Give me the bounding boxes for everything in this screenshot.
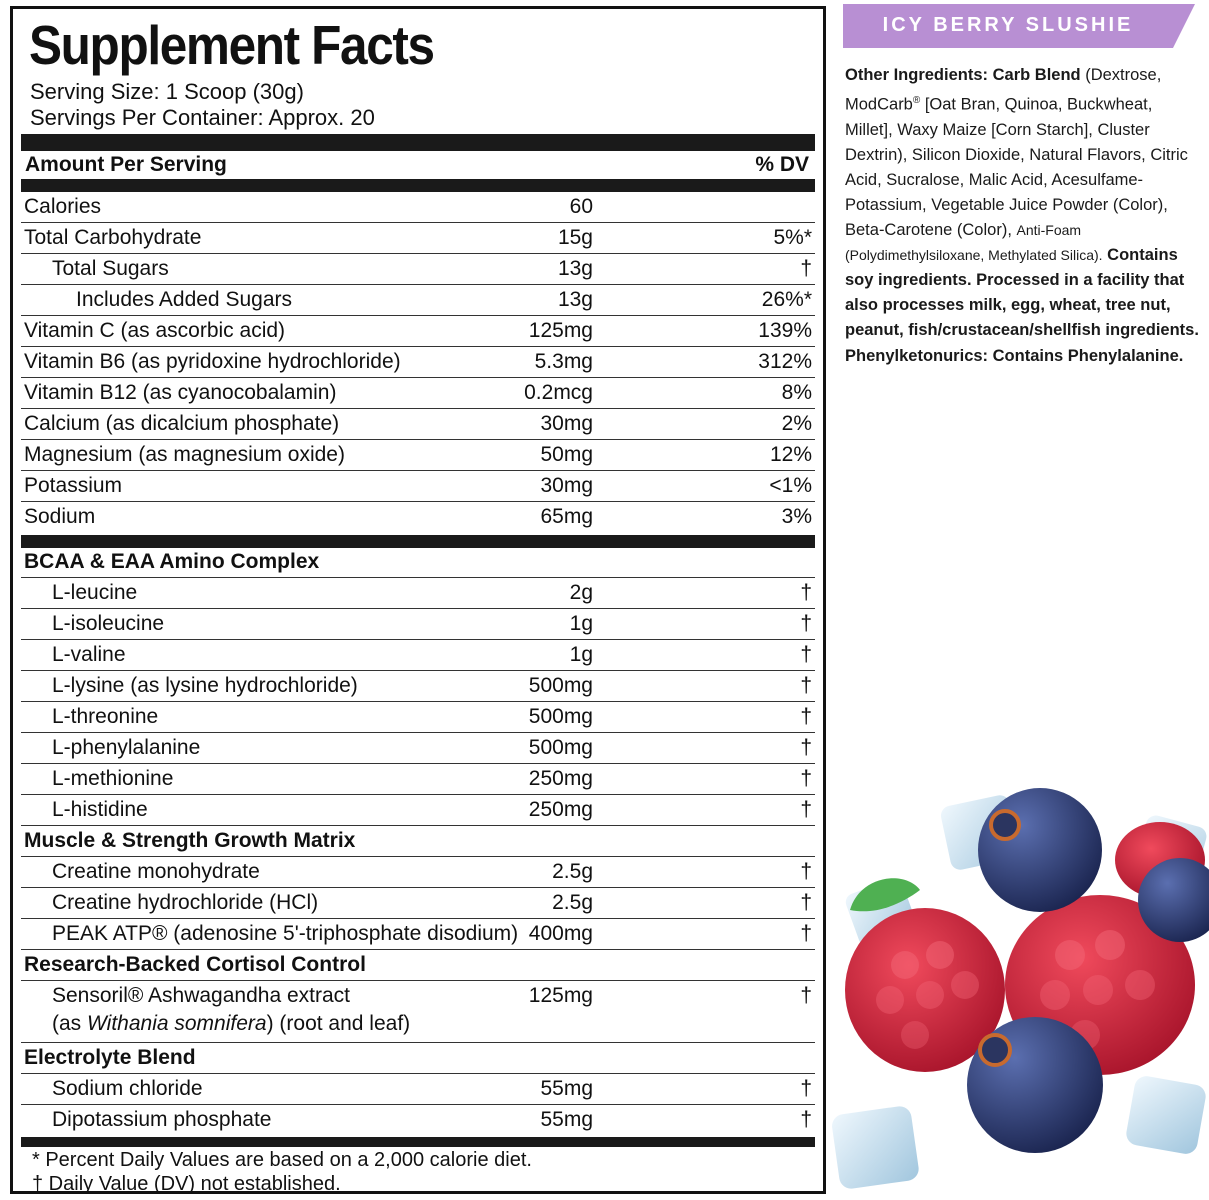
berry-ice-illustration	[830, 780, 1209, 1194]
nutrient-dv: 12%	[769, 443, 812, 466]
nutrient-amount: 15g	[557, 226, 593, 249]
ingredient-row	[21, 1105, 815, 1136]
nutrient-dv: 139%	[758, 319, 812, 342]
blueberry	[967, 1017, 1103, 1153]
ingredient-amount: 500mg	[528, 674, 593, 697]
ingredient-row	[21, 919, 815, 950]
ingredient-row	[21, 640, 815, 671]
section-heading	[21, 950, 815, 981]
nutrient-amount: 50mg	[540, 443, 593, 466]
ingredient-dv: †	[800, 736, 812, 759]
ingredient-dv: †	[800, 705, 812, 728]
thick-divider	[21, 1137, 815, 1147]
source-prefix: (as	[52, 1012, 88, 1035]
amino-section-title: BCAA & EAA Amino Complex	[24, 550, 320, 573]
ingredient-dv: †	[800, 612, 812, 635]
ingredient-row	[21, 609, 815, 640]
ingredient-name: PEAK ATP® (adenosine 5'-triphosphate disodium)	[52, 922, 519, 945]
nutrient-name: Vitamin B12 (as cyanocobalamin)	[24, 381, 337, 404]
nutrient-name: Total Sugars	[52, 257, 169, 280]
registered-mark: ®	[912, 95, 921, 107]
nutrient-dv: 26%*	[761, 288, 812, 311]
nutrient-name: Vitamin B6 (as pyridoxine hydrochloride)	[24, 350, 401, 373]
nutrient-row	[21, 254, 815, 285]
ingredient-name: Sensoril® Ashwagandha extract	[52, 984, 350, 1007]
ice-cube	[831, 1105, 921, 1190]
amount-header-row	[25, 153, 809, 177]
ingredient-name: L-threonine	[52, 705, 159, 728]
nutrient-dv: 312%	[758, 350, 812, 373]
nutrient-name: Magnesium (as magnesium oxide)	[24, 443, 345, 466]
ingredient-row	[21, 795, 815, 826]
ingredient-dv: †	[800, 674, 812, 697]
ingredient-amount: 500mg	[528, 736, 593, 759]
nutrient-dv: 8%	[781, 381, 812, 404]
ice-cube	[1124, 1074, 1207, 1155]
nutrient-name: Potassium	[24, 474, 123, 497]
nutrient-name: Includes Added Sugars	[76, 288, 292, 311]
ingredient-dv: †	[800, 1108, 812, 1131]
ingredient-row	[21, 733, 815, 764]
ingredient-name: Dipotassium phosphate	[52, 1108, 272, 1131]
ingredient-source	[52, 1012, 410, 1036]
nutrient-dv: 3%	[781, 505, 812, 528]
nutrient-dv: †	[800, 257, 812, 280]
nutrient-dv: 5%*	[773, 226, 812, 249]
other-ingredients-text	[845, 63, 1200, 369]
other-ingredients-part1: (Dextrose, ModCarb	[845, 66, 1162, 114]
ingredient-amount: 2.5g	[552, 891, 593, 914]
ingredient-name: L-methionine	[52, 767, 174, 790]
dv-header-label: % DV	[755, 153, 809, 176]
nutrient-amount: 65mg	[540, 505, 593, 528]
other-ingredients-part2: [Oat Bran, Quinoa, Buckwheat, Millet], Waxy Maize [Corn Starch], Cluster Dextrin), Silicon Dioxide, Natural Flavors, Citric Acid, Sucralose, Malic Acid, Acesulfame-Potassium, Vegetable Juice Powder (Color), Beta-Carotene (Color),	[845, 95, 1188, 240]
footnote-percent-dv: * Percent Daily Values are based on a 2,000 calorie diet.	[32, 1149, 532, 1171]
nutrient-dv: <1%	[769, 474, 812, 497]
ingredient-amount: 125mg	[528, 984, 593, 1007]
flavor-banner	[843, 4, 1195, 48]
serving-size: Serving Size: 1 Scoop (30g)	[30, 79, 304, 104]
amount-per-serving-label: Amount Per Serving	[25, 153, 227, 176]
nutrient-amount: 30mg	[540, 412, 593, 435]
nutrient-amount: 13g	[557, 288, 593, 311]
nutrient-row	[21, 440, 815, 471]
other-ingredients-label: Other Ingredients: Carb Blend	[845, 66, 1081, 84]
ingredient-amount: 250mg	[528, 798, 593, 821]
ingredient-row	[21, 1074, 815, 1105]
nutrient-name: Calories	[24, 195, 102, 218]
ingredient-dv: †	[800, 922, 812, 945]
electrolyte-section-title: Electrolyte Blend	[24, 1046, 196, 1069]
nutrient-amount: 0.2mcg	[524, 381, 593, 404]
nutrient-name: Calcium (as dicalcium phosphate)	[24, 412, 340, 435]
allergen-statement: Contains soy ingredients. Processed in a facility that also processes milk, egg, wheat, tree nut, peanut, fish/crustacean/shellfish ingredients. Phenylketonurics: Contains Phenylalanine.	[845, 246, 1199, 365]
ingredient-name: Creatine monohydrate	[52, 860, 260, 883]
ingredient-name: L-histidine	[52, 798, 148, 821]
ingredient-name: L-leucine	[52, 581, 138, 604]
cortisol-section-title: Research-Backed Cortisol Control	[24, 953, 366, 976]
nutrient-amount: 5.3mg	[534, 350, 593, 373]
ingredient-amount: 2g	[569, 581, 593, 604]
section-heading	[21, 547, 815, 578]
ingredient-amount: 500mg	[528, 705, 593, 728]
flavor-name: ICY BERRY SLUSHIE	[882, 14, 1134, 36]
ingredient-name: L-phenylalanine	[52, 736, 201, 759]
muscle-section-title: Muscle & Strength Growth Matrix	[24, 829, 356, 852]
thick-divider	[21, 179, 815, 192]
nutrient-row	[21, 223, 815, 254]
ingredient-name: Sodium chloride	[52, 1077, 203, 1100]
ingredient-dv: †	[800, 1077, 812, 1100]
ingredient-dv: †	[800, 643, 812, 666]
nutrient-row	[21, 192, 815, 223]
ingredient-amount: 55mg	[540, 1108, 593, 1131]
ingredient-name: L-isoleucine	[52, 612, 165, 635]
nutrient-dv: 2%	[781, 412, 812, 435]
ingredient-dv: †	[800, 581, 812, 604]
botanical-name: Withania somnifera	[87, 1012, 267, 1035]
ingredient-dv: †	[800, 984, 812, 1007]
section-heading	[21, 826, 815, 857]
ingredient-dv: †	[800, 891, 812, 914]
other-ingredients-antifoam: Anti-Foam (Polydimethylsiloxane, Methylated Silica).	[845, 222, 1103, 264]
footnote-dv-not-established: † Daily Value (DV) not established.	[32, 1173, 341, 1195]
ingredient-row	[21, 981, 815, 1043]
nutrient-name: Sodium	[24, 505, 96, 528]
ingredient-amount: 55mg	[540, 1077, 593, 1100]
nutrient-name: Vitamin C (as ascorbic acid)	[24, 319, 286, 342]
ingredient-amount: 400mg	[528, 922, 593, 945]
ingredient-row	[21, 857, 815, 888]
section-heading	[21, 1043, 815, 1074]
ingredient-row	[21, 888, 815, 919]
nutrient-name: Total Carbohydrate	[24, 226, 202, 249]
servings-per-container: Servings Per Container: Approx. 20	[30, 105, 375, 130]
ingredient-dv: †	[800, 798, 812, 821]
nutrient-amount: 125mg	[528, 319, 593, 342]
ingredient-row	[21, 578, 815, 609]
nutrient-amount: 60	[569, 195, 593, 218]
ingredient-row	[21, 671, 815, 702]
ingredient-amount: 1g	[569, 612, 593, 635]
nutrient-row	[21, 347, 815, 378]
nutrient-row	[21, 285, 815, 316]
ingredient-name: L-valine	[52, 643, 126, 666]
nutrient-row	[21, 502, 815, 533]
nutrient-amount: 30mg	[540, 474, 593, 497]
ingredient-name: L-lysine (as lysine hydrochloride)	[52, 674, 358, 697]
source-suffix: ) (root and leaf)	[266, 1012, 411, 1035]
nutrient-amount: 13g	[557, 257, 593, 280]
ingredient-row	[21, 702, 815, 733]
supplement-facts-panel	[10, 6, 826, 1194]
ingredient-amount: 1g	[569, 643, 593, 666]
ingredient-dv: †	[800, 860, 812, 883]
nutrient-row	[21, 471, 815, 502]
ingredient-row	[21, 764, 815, 795]
nutrient-row	[21, 409, 815, 440]
panel-title: Supplement Facts	[29, 14, 434, 76]
nutrient-row	[21, 378, 815, 409]
thick-divider	[21, 134, 815, 151]
ingredient-amount: 250mg	[528, 767, 593, 790]
ingredient-dv: †	[800, 767, 812, 790]
ingredient-name: Creatine hydrochloride (HCl)	[52, 891, 319, 914]
ingredient-amount: 2.5g	[552, 860, 593, 883]
nutrient-row	[21, 316, 815, 347]
blueberry	[978, 788, 1102, 912]
